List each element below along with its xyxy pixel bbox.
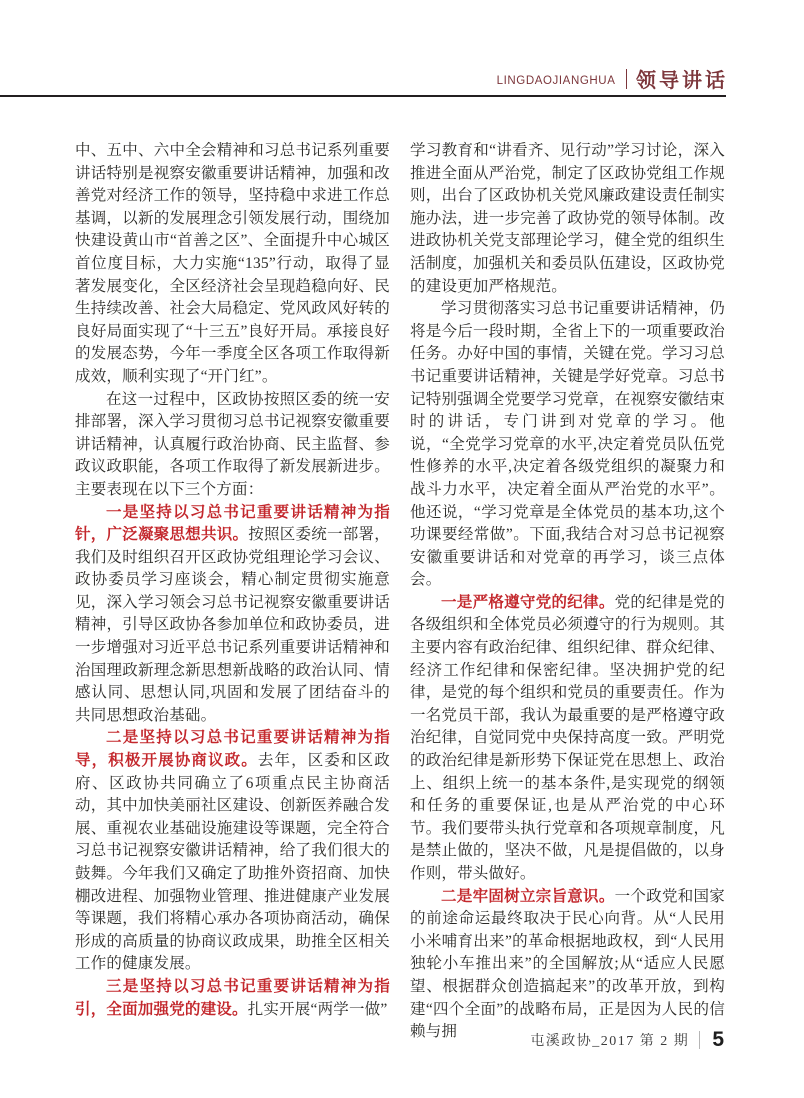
body-text: 学习贯彻落实习总书记重要讲话精神，仍将是今后一段时期，全省上下的一项重要政治任务。办好中国的事情，关键在党。学习习总书记重要讲话精神，关键是学好党章。习总书记特别强调全党要学习党章，在视察安徽结束时的讲话，专门讲到对党章的学习。他说，“全党学习党章的水平,决定着党员队伍党性修养的水平,决定着各级党组织的凝聚力和战斗力水平，决定着全面从严治党的水平”。他还说，“学习党章是全体党员的基本功,这个功课要经常做”。下面,我结合对习总书记视察安徽重要讲话和对党章的再学习，谈三点体会。: [410, 300, 725, 589]
paragraph: [75, 976, 390, 1021]
header-rule-line: [0, 95, 726, 97]
paragraph: [410, 886, 725, 1044]
paragraph: [410, 592, 725, 886]
section-header-pinyin: LINGDAOJIANGHUA: [496, 75, 616, 87]
body-text: 学习教育和“讲看齐、见行动”学习讨论，深入推进全面从严治党，制定了区政协党组工作规则，出台了区政协机关党风廉政建设责任制实施办法，进一步完善了政协党的领导体制。改进政协机关党支部理论学习，健全党的组织生活制度，加强机关和委员队伍建设，区政协党的建设更加严格规范。: [410, 142, 725, 295]
section-heading: 三是坚持以习总书记重要讲话精神为指引，全面加强党的建设。: [75, 977, 390, 1018]
article-column-right: [410, 140, 725, 1044]
body-text: 按照区委统一部署，我们及时组织召开区政协党组理论学习会议、政协委员学习座谈会，精心制定贯彻实施意见，深入学习领会习总书记视察安徽重要讲话精神，引导区政协各参加单位和政协委员，进一步增强对习近平总书记系列重要讲话精神和治国理政新理念新思想新战略的政治认同、情感认同、思想认同,巩固和发展了团结奋斗的共同思想政治基础。: [75, 526, 390, 724]
journal-issue-label: 屯溪政协_2017 第 2 期: [530, 1034, 690, 1049]
paragraph: [75, 502, 390, 728]
header-separator-bar: [626, 69, 628, 89]
paragraph: [410, 298, 725, 592]
article-column-left: [75, 140, 390, 1044]
section-header-title: 领导讲话: [636, 70, 728, 92]
section-heading: 二是坚持以习总书记重要讲话精神为指导，积极开展协商议政。: [75, 729, 390, 770]
body-text: 扎实开展“两学一做”: [247, 1000, 388, 1018]
section-heading: 一是坚持以习总书记重要讲话精神为指针，广泛凝聚思想共识。: [75, 503, 390, 544]
section-heading: 一是严格遵守党的纪律。: [441, 593, 615, 611]
paragraph: [75, 727, 390, 976]
section-header: [497, 64, 728, 93]
body-text: 去年，区委和区政府、区政协共同确立了6项重点民主协商活动，其中加快美丽社区建设、创新医养融合发展、重视农业基础设施建设等课题，完全符合习总书记视察安徽讲话精神，给了我们很大的鼓舞。今年我们又确定了助推外资招商、加快棚改进程、加强物业管理、推进健康产业发展等课题，我们将精心承办各项协商活动，确保形成的高质量的协商议政成果，助推全区相关工作的健康发展。: [75, 752, 390, 973]
body-text: 党的纪律是党的各级组织和全体党员必须遵守的行为规则。其主要内容有政治纪律、组织纪律、群众纪律、经济工作纪律和保密纪律。坚决拥护党的纪律，是党的每个组织和党员的重要责任。作为一名党员干部，我认为最重要的是严格遵守政治纪律，自觉同党中央保持高度一致。严明党的政治纪律是新形势下保证党在思想上、政治上、组织上统一的基本条件,是实现党的纲领和任务的重要保证,也是从严治党的中心环节。我们要带头执行党章和各项规章制度，凡是禁止做的，坚决不做，凡是提倡做的，以身作则，带头做好。: [410, 593, 726, 882]
page-footer: [530, 1028, 724, 1052]
body-text: 在这一过程中，区政协按照区委的统一安排部署，深入学习贯彻习总书记视察安徽重要讲话精神，认真履行政治协商、民主监督、参政议政职能，各项工作取得了新发展新进步。主要表现在以下三个方面：: [75, 390, 390, 498]
body-text: 一个政党和国家的前途命运最终取决于民心向背。从“人民用小米哺育出来”的革命根据地政权，到“人民用独轮小车推出来”的全国解放;从“适应人民愿望、根据群众创造搞起来”的改革开放，到构建“四个全面”的战略布局，正是因为人民的信赖与拥: [410, 887, 726, 1041]
paragraph: [75, 140, 390, 389]
body-text: 中、五中、六中全会精神和习总书记系列重要讲话特别是视察安徽重要讲话精神，加强和改善党对经济工作的领导，坚持稳中求进工作总基调，以新的发展理念引领发展行动，围绕加快建设黄山市“首善之区”、全面提升中心城区首位度目标，大力实施“135”行动，取得了显著发展变化，全区经济社会呈现趋稳向好、民生持续改善、社会大局稳定、党风政风好转的良好局面实现了“十三五”良好开局。承接良好的发展态势，今年一季度全区各项工作取得新成效，顺利实现了“开门红”。: [75, 142, 390, 385]
paragraph: [75, 389, 390, 502]
paragraph: [410, 140, 725, 298]
section-heading: 二是牢固树立宗旨意识。: [441, 887, 615, 905]
article-body: [75, 140, 725, 1044]
footer-separator-bar: [699, 1031, 700, 1049]
page-number: 5: [712, 1028, 724, 1051]
